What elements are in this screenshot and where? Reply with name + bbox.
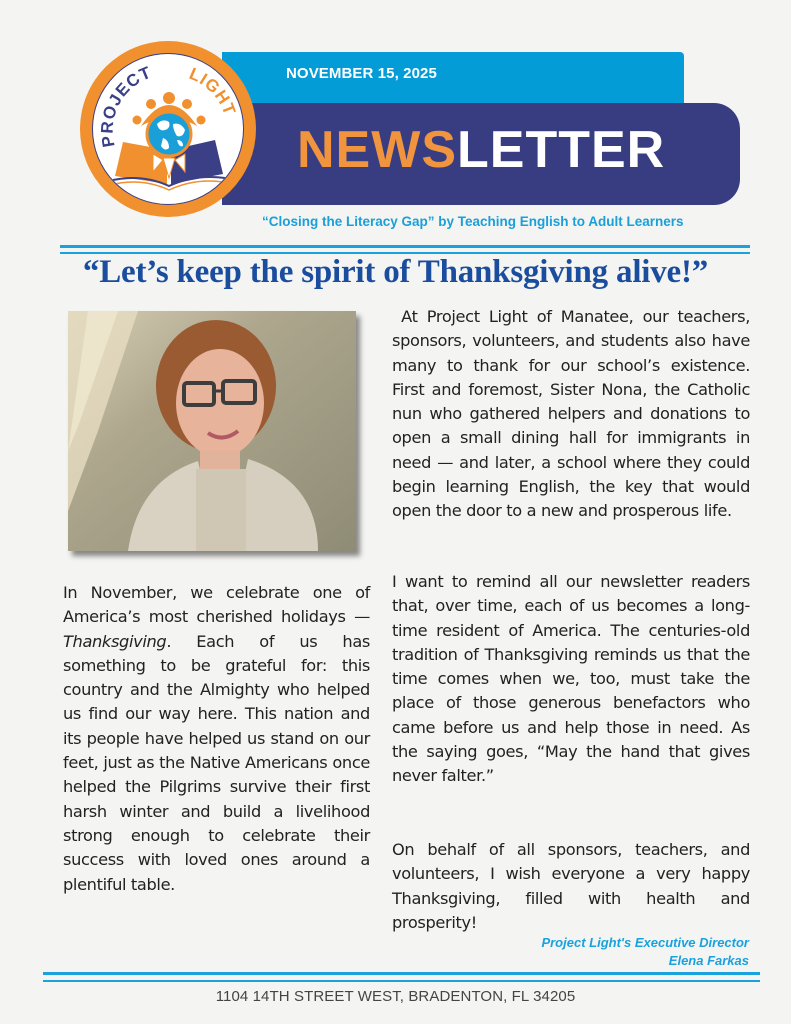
bottom-rule-thick: [43, 972, 760, 975]
director-photo: [68, 311, 356, 551]
title-letter: LETTER: [457, 121, 666, 179]
bottom-rule-thin: [43, 980, 760, 982]
portrait-illustration: [68, 311, 356, 551]
article-headline: “Let’s keep the spirit of Thanksgiving alive!”: [82, 254, 709, 290]
tagline: “Closing the Literacy Gap” by Teaching English to Adult Learners: [262, 214, 684, 229]
top-rule-thick: [60, 245, 750, 248]
article-left-paragraph: [63, 581, 370, 897]
footer-address: 1104 14TH STREET WEST, BRADENTON, FL 34205: [215, 988, 576, 1005]
article-right-paragraph-1: At Project Light of Manatee, our teachers, sponsors, volunteers, and students also have many to thank for our school’s existence. First and foremost, Sister Nona, the Catholic nun who gathered helpers and donations to open a small dining hall for immigrants in need — and later, a school where they could begin learning English, the key that would open the door to a new and prosperous life.: [392, 307, 755, 521]
thanksgiving-emphasis: Thanksgiving: [63, 631, 167, 651]
article-right-paragraph-2: I want to remind all our newsletter readers that, over time, each of us becomes a long-time resident of America. The centuries-old tradition of Thanksgiving reminds us that the time comes when we, too, must take the place of those generous benefactors who came before us and help those in need. As the saying goes, “May the hand that gives never falter.”: [392, 572, 750, 786]
logo-text-project: PROJECT: [97, 62, 155, 149]
project-light-logo: [80, 41, 256, 217]
logo-inner: [92, 53, 244, 205]
title-news: NEWS: [297, 121, 457, 179]
signature-name: Elena Farkas: [668, 953, 749, 968]
signature-title: Project Light's Executive Director: [541, 935, 749, 950]
globe-icon: [147, 112, 191, 156]
article-right-paragraph-3: On behalf of all sponsors, teachers, and volunteers, I wish everyone a very happy Thanksgiving, filled with health and prosperity!: [392, 840, 750, 932]
issue-date: NOVEMBER 15, 2025: [286, 65, 437, 82]
logo-graphic: [93, 54, 244, 205]
logo-text-light: LIGHT: [186, 63, 240, 119]
svg-text:LIGHT: [186, 64, 239, 118]
newsletter-title: [297, 118, 665, 182]
left-text-part2: . Each of us has something to be grateful for: this country and the Almighty who helped us find our way here. This nation and its people have helped us stand on our feet, just as the Native Americans once helped the Pilgrims survive their first harsh winter and build a livelihood strong enough to celebrate their success with loved ones around a plentiful table.: [63, 631, 370, 894]
left-text-part1: In November, we celebrate one of America’s most cherished holidays —: [63, 583, 370, 627]
